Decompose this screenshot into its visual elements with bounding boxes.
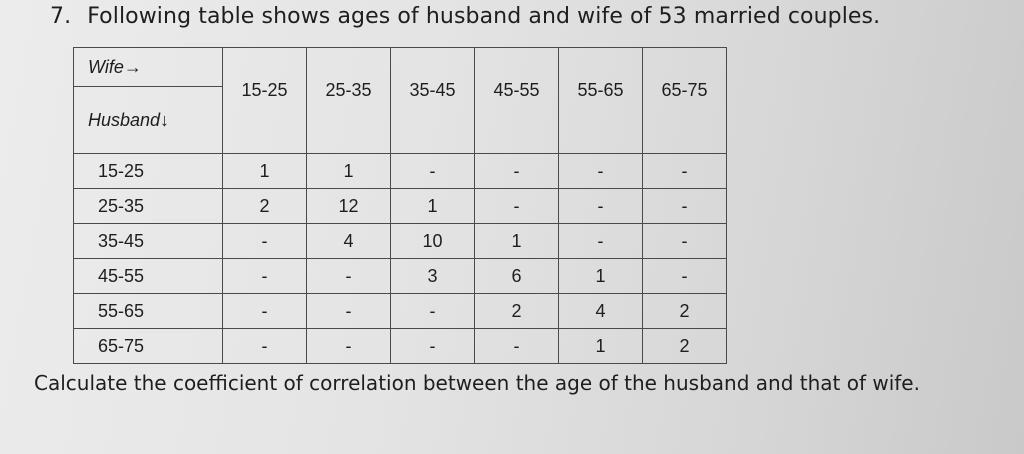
table-cell: - <box>643 259 727 294</box>
col-header: 55-65 <box>559 48 643 154</box>
question-number: 7. <box>50 4 72 29</box>
row-header: 25-35 <box>74 189 223 224</box>
table-cell: - <box>643 224 727 259</box>
table-cell: 2 <box>223 189 307 224</box>
wife-label: Wife→ <box>74 48 223 87</box>
question-heading <box>50 4 880 29</box>
table-row <box>74 189 727 224</box>
table-cell: - <box>391 329 475 364</box>
header-row-top <box>74 48 727 87</box>
table-cell: 3 <box>391 259 475 294</box>
table-cell: - <box>223 224 307 259</box>
table-cell: - <box>643 189 727 224</box>
row-header: 45-55 <box>74 259 223 294</box>
row-header: 35-45 <box>74 224 223 259</box>
table-cell: - <box>559 189 643 224</box>
table-row <box>74 154 727 189</box>
table-row <box>74 259 727 294</box>
table-cell: 4 <box>307 224 391 259</box>
table-cell: 6 <box>475 259 559 294</box>
table-cell: - <box>307 329 391 364</box>
table-cell: 2 <box>643 329 727 364</box>
table-cell: 1 <box>475 224 559 259</box>
table-row <box>74 329 727 364</box>
table-cell: - <box>223 259 307 294</box>
table-cell: - <box>475 154 559 189</box>
table-cell: 1 <box>559 259 643 294</box>
table-cell: 1 <box>559 329 643 364</box>
instruction-text: Calculate the coefficient of correlation between the age of the husband and that of wife. <box>34 371 920 395</box>
table-cell: - <box>475 189 559 224</box>
table-cell: 2 <box>643 294 727 329</box>
table-cell: - <box>559 154 643 189</box>
table-row <box>74 224 727 259</box>
table-cell: - <box>391 294 475 329</box>
table-cell: 10 <box>391 224 475 259</box>
table-cell: - <box>307 259 391 294</box>
table-cell: - <box>475 329 559 364</box>
table-cell: 12 <box>307 189 391 224</box>
col-header: 35-45 <box>391 48 475 154</box>
table-cell: 2 <box>475 294 559 329</box>
table-cell: - <box>643 154 727 189</box>
table-cell: - <box>223 294 307 329</box>
col-header: 65-75 <box>643 48 727 154</box>
table-cell: 1 <box>223 154 307 189</box>
table-cell: - <box>223 329 307 364</box>
question-text: Following table shows ages of husband and wife of 53 married couples. <box>87 4 881 29</box>
table-cell: - <box>307 294 391 329</box>
row-header: 65-75 <box>74 329 223 364</box>
table-cell: 1 <box>391 189 475 224</box>
row-header: 55-65 <box>74 294 223 329</box>
row-header: 15-25 <box>74 154 223 189</box>
col-header: 15-25 <box>223 48 307 154</box>
table-cell: - <box>391 154 475 189</box>
husband-label: Husband↓ <box>74 87 223 154</box>
table-row <box>74 294 727 329</box>
table-cell: 1 <box>307 154 391 189</box>
age-frequency-table <box>73 47 727 364</box>
col-header: 45-55 <box>475 48 559 154</box>
table-cell: 4 <box>559 294 643 329</box>
col-header: 25-35 <box>307 48 391 154</box>
table-cell: - <box>559 224 643 259</box>
